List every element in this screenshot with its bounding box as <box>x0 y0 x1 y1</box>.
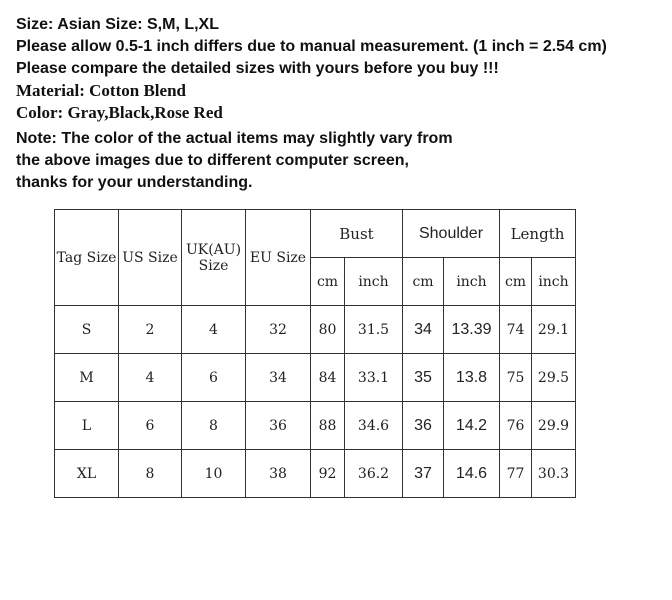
cell-eu-size: 38 <box>246 450 311 498</box>
cell-length-inch: 29.5 <box>532 354 576 402</box>
measurement-note-line: Please allow 0.5-1 inch differs due to manual measurement. (1 inch = 2.54 cm) <box>16 38 607 55</box>
cell-shoulder-inch: 14.6 <box>444 450 500 498</box>
cell-length-cm: 75 <box>500 354 532 402</box>
header-us-size: US Size <box>119 210 182 306</box>
cell-bust-cm: 88 <box>311 402 345 450</box>
compare-sizes-line: Please compare the detailed sizes with yours before you buy !!! <box>16 60 499 77</box>
note-line-2: the above images due to different computer screen, <box>16 152 409 169</box>
unit-length-cm: cm <box>500 258 532 306</box>
cell-bust-inch: 31.5 <box>345 306 403 354</box>
table-row <box>55 306 576 354</box>
header-eu-size: EU Size <box>246 210 311 306</box>
header-row <box>55 210 576 258</box>
cell-eu-size: 36 <box>246 402 311 450</box>
cell-length-inch: 29.9 <box>532 402 576 450</box>
header-shoulder: Shoulder <box>403 210 500 258</box>
cell-shoulder-cm: 36 <box>403 402 444 450</box>
cell-bust-inch: 36.2 <box>345 450 403 498</box>
table-row <box>55 450 576 498</box>
table-row <box>55 402 576 450</box>
cell-uk-size: 8 <box>182 402 246 450</box>
color-line: Color: Gray,Black,Rose Red <box>16 103 223 122</box>
header-length: Length <box>500 210 576 258</box>
header-tag-size: Tag Size <box>55 210 119 306</box>
cell-length-cm: 77 <box>500 450 532 498</box>
table-row <box>55 354 576 402</box>
cell-bust-cm: 80 <box>311 306 345 354</box>
asian-size-line: Size: Asian Size: S,M, L,XL <box>16 16 219 33</box>
unit-shoulder-cm: cm <box>403 258 444 306</box>
cell-tag-size: XL <box>55 450 119 498</box>
size-chart-body <box>55 210 576 498</box>
cell-shoulder-cm: 35 <box>403 354 444 402</box>
cell-uk-size: 10 <box>182 450 246 498</box>
cell-shoulder-inch: 13.39 <box>444 306 500 354</box>
cell-eu-size: 34 <box>246 354 311 402</box>
cell-length-inch: 30.3 <box>532 450 576 498</box>
unit-shoulder-inch: inch <box>444 258 500 306</box>
cell-tag-size: L <box>55 402 119 450</box>
cell-tag-size: M <box>55 354 119 402</box>
cell-bust-inch: 33.1 <box>345 354 403 402</box>
cell-shoulder-cm: 37 <box>403 450 444 498</box>
cell-shoulder-cm: 34 <box>403 306 444 354</box>
cell-us-size: 8 <box>119 450 182 498</box>
cell-bust-cm: 92 <box>311 450 345 498</box>
unit-bust-cm: cm <box>311 258 345 306</box>
cell-us-size: 6 <box>119 402 182 450</box>
cell-bust-cm: 84 <box>311 354 345 402</box>
note-line-3: thanks for your understanding. <box>16 174 253 191</box>
header-uk-size: UK(AU) Size <box>182 210 246 306</box>
material-line: Material: Cotton Blend <box>16 81 186 100</box>
cell-eu-size: 32 <box>246 306 311 354</box>
header-bust: Bust <box>311 210 403 258</box>
cell-length-inch: 29.1 <box>532 306 576 354</box>
cell-shoulder-inch: 13.8 <box>444 354 500 402</box>
cell-uk-size: 4 <box>182 306 246 354</box>
unit-bust-inch: inch <box>345 258 403 306</box>
cell-uk-size: 6 <box>182 354 246 402</box>
color-note <box>16 128 607 194</box>
cell-length-cm: 76 <box>500 402 532 450</box>
size-chart-table <box>54 209 576 498</box>
cell-us-size: 4 <box>119 354 182 402</box>
cell-length-cm: 74 <box>500 306 532 354</box>
cell-tag-size: S <box>55 306 119 354</box>
note-line-1: Note: The color of the actual items may slightly vary from <box>16 130 453 147</box>
cell-us-size: 2 <box>119 306 182 354</box>
unit-length-inch: inch <box>532 258 576 306</box>
product-info <box>16 14 607 194</box>
cell-shoulder-inch: 14.2 <box>444 402 500 450</box>
cell-bust-inch: 34.6 <box>345 402 403 450</box>
